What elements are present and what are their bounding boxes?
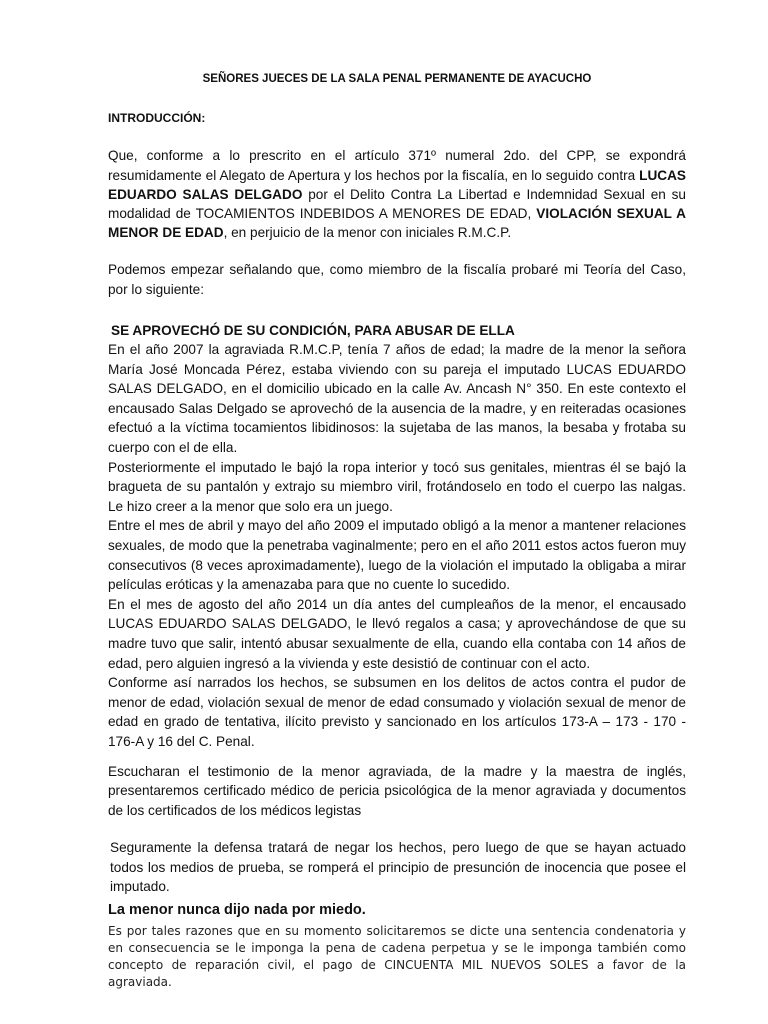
facts-paragraph: Posteriormente el imputado le bajó la ropa interior y tocó sus genitales, mientras él se bajó la bragueta de su pantalón y extrajo su miembro viril, frotándoselo en todo el cuerpo las nalgas. Le hizo creer a la menor que solo era un juego. bbox=[108, 459, 686, 514]
fear-statement: La menor nunca dijo nada por miedo. bbox=[108, 902, 366, 919]
intro-text-2: por el Delito Contra La Libertad e Indemnidad Sexual en su modalidad de TOCAMIENTOS INDEBIDOS A MENORES DE EDAD, bbox=[108, 186, 686, 222]
evidence-paragraph: Escucharan el testimonio de la menor agraviada, de la madre y la maestra de inglés, presentaremos certificado médico de pericia psicológica de la menor agraviada y documentos de los certificados de los médicos legistas bbox=[108, 763, 686, 818]
intro-accused-name: LUCAS EDUARDO SALAS DELGADO bbox=[108, 167, 686, 202]
theory-paragraph: Podemos empezar señalando que, como miembro de la fiscalía probaré mi Teoría del Caso, por lo siguiente: bbox=[108, 262, 686, 297]
intro-crime: VIOLACIÓN SEXUAL A MENOR DE EDAD bbox=[108, 206, 686, 241]
closing-paragraph: Es por tales razones que en su momento solicitaremos se dicte una sentencia condenatoria y en consecuencia se le imponga la pena de cadena perpetua y se le imponga también como concepto de reparación civil, el pago de CINCUENTA MIL NUEVOS SOLES a favor de la agraviada. bbox=[108, 924, 686, 990]
document-title: SEÑORES JUECES DE LA SALA PENAL PERMANENTE DE AYACUCHO bbox=[202, 73, 592, 85]
intro-paragraph bbox=[108, 146, 686, 242]
facts-paragraph: Entre el mes de abril y mayo del año 2009 el imputado obligó a la menor a mantener relaciones sexuales, de modo que la penetraba vaginalmente; pero en el año 2011 estos actos fueron muy consecutivos (8 veces aproximadamente), luego de la violación el imputado la obligaba a mirar películas eróticas y la amenazaba para que no cuente lo sucedido. bbox=[108, 518, 686, 593]
facts-paragraph: En el mes de agosto del año 2014 un día antes del cumpleaños de la menor, el encausado LUCAS EDUARDO SALAS DELGADO, le llevó regalos a casa; y aprovechándose de que su madre tuvo que salir, intentó abusar sexualmente de ella, cuando ella contaba con 14 años de edad, pero alguien ingresó a la vivienda y este desistió de continuar con el acto. bbox=[108, 596, 686, 671]
intro-heading: INTRODUCCIÓN: bbox=[108, 111, 206, 126]
intro-text-1: Que, conforme a lo prescrito en el artículo 371º numeral 2do. del CPP, se expondrá resumidamente el Alegato de Apertura y los hechos por la fiscalía, en lo seguido contra bbox=[108, 148, 686, 183]
intro-text-3: , en perjuicio de la menor con iniciales R.M.C.P. bbox=[223, 225, 512, 241]
facts-paragraph: En el año 2007 la agraviada R.M.C.P, tenía 7 años de edad; la madre de la menor la señora María José Moncada Pérez, estaba viviendo con su pareja el imputado LUCAS EDUARDO SALAS DELGADO, en el domicilio ubicado en la calle Av. Ancash N° 350. En este contexto el encausado Salas Delgado se aprovechó de la ausencia de la madre, y en reiteradas ocasiones efectuó a la víctima tocamientos libidinosos: la sujetaba de las manos, la besaba y frotaba su cuerpo con el de ella. bbox=[108, 342, 686, 455]
facts-section bbox=[108, 340, 686, 751]
facts-heading: SE APROVECHÓ DE SU CONDICIÓN, PARA ABUSAR DE ELLA bbox=[111, 322, 515, 338]
document-body bbox=[108, 70, 686, 991]
defense-paragraph: Seguramente la defensa tratará de negar los hechos, pero luego de que se hayan actuado todos los medios de prueba, se romperá el principio de presunción de inocencia que posee el imputado. bbox=[110, 840, 686, 895]
facts-paragraph: Conforme así narrados los hechos, se subsumen en los delitos de actos contra el pudor de menor de edad, violación sexual de menor de edad consumado y violación sexual de menor de edad en grado de tentativa, ilícito previsto y sancionado en los artículos 173-A – 173 - 170 - 176-A y 16 del C. Penal. bbox=[108, 675, 686, 749]
